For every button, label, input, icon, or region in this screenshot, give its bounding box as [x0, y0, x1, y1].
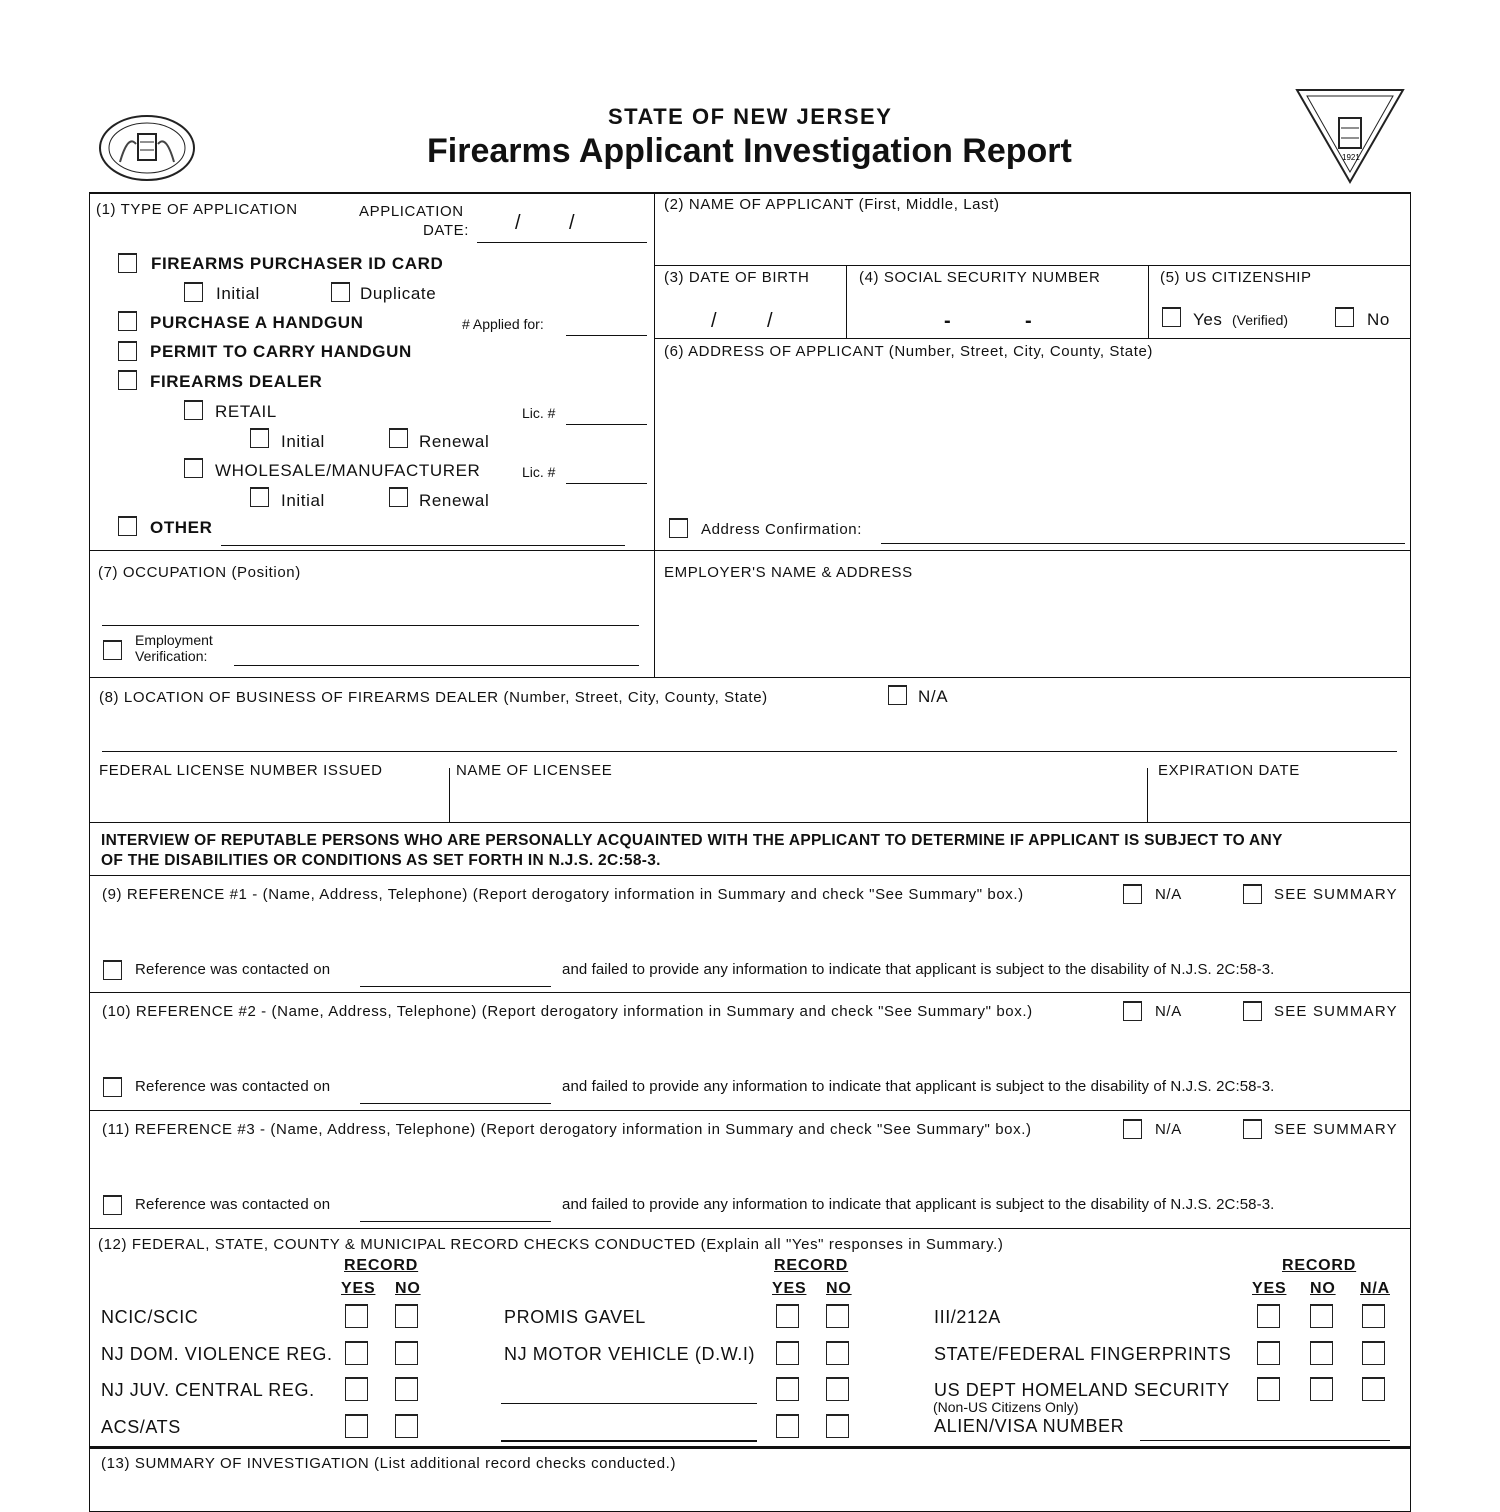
reference-contacted-label: Reference was contacted on	[135, 961, 331, 978]
record-yes-checkbox[interactable]	[1257, 1377, 1280, 1401]
see-summary-label: SEE SUMMARY	[1274, 886, 1398, 903]
renewal-label: Renewal	[419, 432, 490, 451]
occupation-label: (7) OCCUPATION (Position)	[98, 564, 301, 581]
reference-label: (9) REFERENCE #1 - (Name, Address, Telephone) (Report derogatory information in Summary and check "See Summary" box.)	[102, 886, 1024, 903]
record-no-checkbox[interactable]	[395, 1414, 418, 1438]
address-confirmation-label: Address Confirmation:	[701, 521, 862, 538]
record-na-checkbox[interactable]	[1362, 1304, 1385, 1328]
record-yes-checkbox[interactable]	[345, 1304, 368, 1328]
record-check-label: NCIC/SCIC	[101, 1307, 199, 1327]
record-checks-label: (12) FEDERAL, STATE, COUNTY & MUNICIPAL RECORD CHECKS CONDUCTED (Explain all "Yes" responses in Summary.)	[98, 1236, 1004, 1253]
dealer-location-label: (8) LOCATION OF BUSINESS OF FIREARMS DEALER (Number, Street, City, County, State)	[99, 689, 768, 706]
reference-label: (10) REFERENCE #2 - (Name, Address, Telephone) (Report derogatory information in Summary and check "See Summary" box.)	[102, 1003, 1033, 1020]
record-check-label: PROMIS GAVEL	[504, 1307, 646, 1327]
interview-line-1: INTERVIEW OF REPUTABLE PERSONS WHO ARE PERSONALLY ACQUAINTED WITH THE APPLICANT TO DETERMINE IF APPLICANT IS SUBJECT TO ANY	[101, 832, 1283, 849]
retail-lic-field[interactable]	[566, 424, 647, 425]
nj-state-seal-icon	[98, 114, 196, 182]
no-header: NO	[1310, 1280, 1336, 1297]
reference-failed-text: and failed to provide any information to indicate that applicant is subject to the disability of N.J.S. 2C:58-3.	[562, 1078, 1275, 1095]
record-check-label: STATE/FEDERAL FINGERPRINTS	[934, 1344, 1232, 1364]
reference-contacted-label: Reference was contacted on	[135, 1078, 331, 1095]
record-no-checkbox[interactable]	[395, 1304, 418, 1328]
record-header: RECORD	[1282, 1257, 1357, 1274]
see-summary-checkbox[interactable]	[1243, 1001, 1262, 1021]
alien-visa-label: ALIEN/VISA NUMBER	[934, 1416, 1125, 1436]
record-no-checkbox[interactable]	[395, 1341, 418, 1365]
record-check-label: III/212A	[934, 1307, 1001, 1327]
contacted-date-field[interactable]	[360, 1103, 551, 1104]
record-no-checkbox[interactable]	[1310, 1341, 1333, 1365]
dob-separator: /	[767, 310, 773, 332]
record-no-checkbox[interactable]	[395, 1377, 418, 1401]
na-label: N/A	[1155, 886, 1182, 903]
summary-label: (13) SUMMARY OF INVESTIGATION (List additional record checks conducted.)	[101, 1455, 677, 1472]
record-check-label: US DEPT HOMELAND SECURITY	[934, 1380, 1230, 1400]
record-na-checkbox[interactable]	[1362, 1341, 1385, 1365]
record-yes-checkbox[interactable]	[1257, 1304, 1280, 1328]
other-field[interactable]	[221, 545, 625, 546]
record-check-label: NJ JUV. CENTRAL REG.	[101, 1380, 315, 1400]
retail-renewal-checkbox[interactable]	[389, 428, 408, 448]
record-yes-checkbox[interactable]	[345, 1341, 368, 1365]
yes-header: YES	[772, 1280, 807, 1297]
see-summary-checkbox[interactable]	[1243, 884, 1262, 904]
reference-contacted-checkbox[interactable]	[103, 960, 122, 980]
custom-check-field-1[interactable]	[501, 1403, 757, 1404]
citizenship-no-checkbox[interactable]	[1335, 307, 1354, 327]
purchase-handgun-label: PURCHASE A HANDGUN	[150, 313, 364, 332]
wholesale-lic-field[interactable]	[566, 483, 647, 484]
renewal-label: Renewal	[419, 491, 490, 510]
expiration-date-label: EXPIRATION DATE	[1158, 762, 1300, 779]
reference-failed-text: and failed to provide any information to indicate that applicant is subject to the disability of N.J.S. 2C:58-3.	[562, 961, 1275, 978]
nj-state-police-badge-icon	[1295, 88, 1405, 184]
wholesale-initial-checkbox[interactable]	[250, 487, 269, 507]
employment-verification-field[interactable]	[234, 665, 639, 666]
record-yes-checkbox[interactable]	[776, 1377, 799, 1401]
verified-label: (Verified)	[1232, 312, 1289, 328]
record-no-checkbox[interactable]	[826, 1377, 849, 1401]
interview-instructions	[101, 831, 1283, 871]
na-header: N/A	[1360, 1280, 1390, 1297]
address-label: (6) ADDRESS OF APPLICANT (Number, Street, City, County, State)	[664, 343, 1154, 360]
purchase-handgun-checkbox[interactable]	[118, 311, 137, 331]
yes-header: YES	[1252, 1280, 1287, 1297]
initial-label: Initial	[281, 491, 325, 510]
permit-to-carry-checkbox[interactable]	[118, 341, 137, 361]
fpic-initial-checkbox[interactable]	[184, 282, 203, 302]
other-checkbox[interactable]	[118, 516, 137, 536]
other-label: OTHER	[150, 518, 213, 537]
dob-separator: /	[711, 310, 717, 332]
record-yes-checkbox[interactable]	[776, 1414, 799, 1438]
initial-label: Initial	[216, 284, 260, 303]
wholesale-lic-label: Lic. #	[522, 464, 556, 480]
ssn-separator: -	[1025, 310, 1032, 332]
record-no-checkbox[interactable]	[1310, 1377, 1333, 1401]
retail-checkbox[interactable]	[184, 400, 203, 420]
record-yes-checkbox[interactable]	[776, 1304, 799, 1328]
name-of-applicant-label: (2) NAME OF APPLICANT (First, Middle, Last)	[664, 196, 1000, 213]
reference-label: (11) REFERENCE #3 - (Name, Address, Telephone) (Report derogatory information in Summary and check "See Summary" box.)	[102, 1121, 1032, 1138]
firearms-dealer-label: FIREARMS DEALER	[150, 372, 323, 391]
record-yes-checkbox[interactable]	[776, 1341, 799, 1365]
no-header: NO	[395, 1280, 421, 1297]
reference-na-checkbox[interactable]	[1123, 884, 1142, 904]
no-label: No	[1367, 310, 1390, 329]
us-citizenship-label: (5) US CITIZENSHIP	[1160, 269, 1312, 286]
employment-text: Employment	[135, 632, 213, 648]
yes-header: YES	[341, 1280, 376, 1297]
non-us-citizens-label: (Non-US Citizens Only)	[933, 1399, 1079, 1415]
date-of-birth-label: (3) DATE OF BIRTH	[664, 269, 810, 286]
permit-to-carry-label: PERMIT TO CARRY HANDGUN	[150, 342, 412, 361]
record-yes-checkbox[interactable]	[345, 1377, 368, 1401]
record-no-checkbox[interactable]	[826, 1414, 849, 1438]
application-date-label: APPLICATION	[359, 203, 464, 220]
dealer-na-checkbox[interactable]	[888, 685, 907, 705]
see-summary-label: SEE SUMMARY	[1274, 1003, 1398, 1020]
alien-visa-field[interactable]	[1140, 1440, 1390, 1441]
record-header: RECORD	[774, 1257, 849, 1274]
contacted-date-field[interactable]	[360, 1221, 551, 1222]
name-of-licensee-label: NAME OF LICENSEE	[456, 762, 613, 779]
initial-label: Initial	[281, 432, 325, 451]
wholesale-renewal-checkbox[interactable]	[389, 487, 408, 507]
see-summary-label: SEE SUMMARY	[1274, 1121, 1398, 1138]
duplicate-label: Duplicate	[360, 284, 437, 303]
address-confirmation-checkbox[interactable]	[669, 518, 688, 538]
see-summary-checkbox[interactable]	[1243, 1119, 1262, 1139]
employment-verification-checkbox[interactable]	[103, 640, 122, 660]
na-label: N/A	[918, 687, 949, 706]
record-no-checkbox[interactable]	[826, 1304, 849, 1328]
form-title: Firearms Applicant Investigation Report	[427, 132, 1072, 170]
custom-check-field-2[interactable]	[501, 1440, 757, 1442]
interview-line-2: OF THE DISABILITIES OR CONDITIONS AS SET FORTH IN N.J.S. 2C:58-3.	[101, 852, 661, 869]
na-label: N/A	[1155, 1121, 1182, 1138]
record-check-label: NJ DOM. VIOLENCE REG.	[101, 1344, 333, 1364]
retail-initial-checkbox[interactable]	[250, 428, 269, 448]
record-yes-checkbox[interactable]	[1257, 1341, 1280, 1365]
firearms-dealer-checkbox[interactable]	[118, 370, 137, 390]
occupation-field[interactable]	[102, 625, 639, 626]
applied-for-label: # Applied for:	[462, 316, 544, 332]
na-label: N/A	[1155, 1003, 1182, 1020]
reference-contacted-checkbox[interactable]	[103, 1077, 122, 1097]
federal-license-label: FEDERAL LICENSE NUMBER ISSUED	[99, 762, 383, 779]
fpic-label: FIREARMS PURCHASER ID CARD	[151, 254, 444, 273]
applied-for-field[interactable]	[566, 335, 647, 336]
citizenship-yes-checkbox[interactable]	[1162, 307, 1181, 327]
retail-lic-label: Lic. #	[522, 405, 556, 421]
record-header: RECORD	[344, 1257, 419, 1274]
fpic-checkbox[interactable]	[118, 253, 137, 273]
yes-label: Yes	[1193, 310, 1223, 329]
wholesale-label: WHOLESALE/MANUFACTURER	[215, 461, 481, 480]
date-separator: /	[515, 212, 521, 234]
verification-text: Verification:	[135, 648, 208, 664]
employer-label: EMPLOYER'S NAME & ADDRESS	[664, 564, 913, 581]
state-heading: STATE OF NEW JERSEY	[608, 104, 893, 129]
retail-label: RETAIL	[215, 402, 277, 421]
record-check-label: ACS/ATS	[101, 1417, 181, 1437]
contacted-date-field[interactable]	[360, 986, 551, 987]
reference-failed-text: and failed to provide any information to indicate that applicant is subject to the disability of N.J.S. 2C:58-3.	[562, 1196, 1275, 1213]
record-check-label: NJ MOTOR VEHICLE (D.W.I)	[504, 1344, 756, 1364]
reference-contacted-label: Reference was contacted on	[135, 1196, 331, 1213]
fpic-duplicate-checkbox[interactable]	[331, 282, 350, 302]
type-of-application-label: (1) TYPE OF APPLICATION	[96, 201, 298, 218]
record-no-checkbox[interactable]	[826, 1341, 849, 1365]
ssn-separator: -	[944, 310, 951, 332]
dealer-location-field[interactable]	[102, 751, 1397, 752]
no-header: NO	[826, 1280, 852, 1297]
reference-na-checkbox[interactable]	[1123, 1001, 1142, 1021]
application-date-field[interactable]	[477, 210, 647, 243]
employment-verification-label	[135, 632, 213, 664]
ssn-label: (4) SOCIAL SECURITY NUMBER	[859, 269, 1101, 286]
record-no-checkbox[interactable]	[1310, 1304, 1333, 1328]
svg-text:1921: 1921	[1342, 153, 1360, 162]
record-yes-checkbox[interactable]	[345, 1414, 368, 1438]
application-date-label-2: DATE:	[423, 222, 470, 239]
date-separator: /	[569, 212, 575, 234]
reference-contacted-checkbox[interactable]	[103, 1195, 122, 1215]
address-confirmation-field[interactable]	[881, 543, 1405, 544]
wholesale-checkbox[interactable]	[184, 458, 203, 478]
record-na-checkbox[interactable]	[1362, 1377, 1385, 1401]
reference-na-checkbox[interactable]	[1123, 1119, 1142, 1139]
